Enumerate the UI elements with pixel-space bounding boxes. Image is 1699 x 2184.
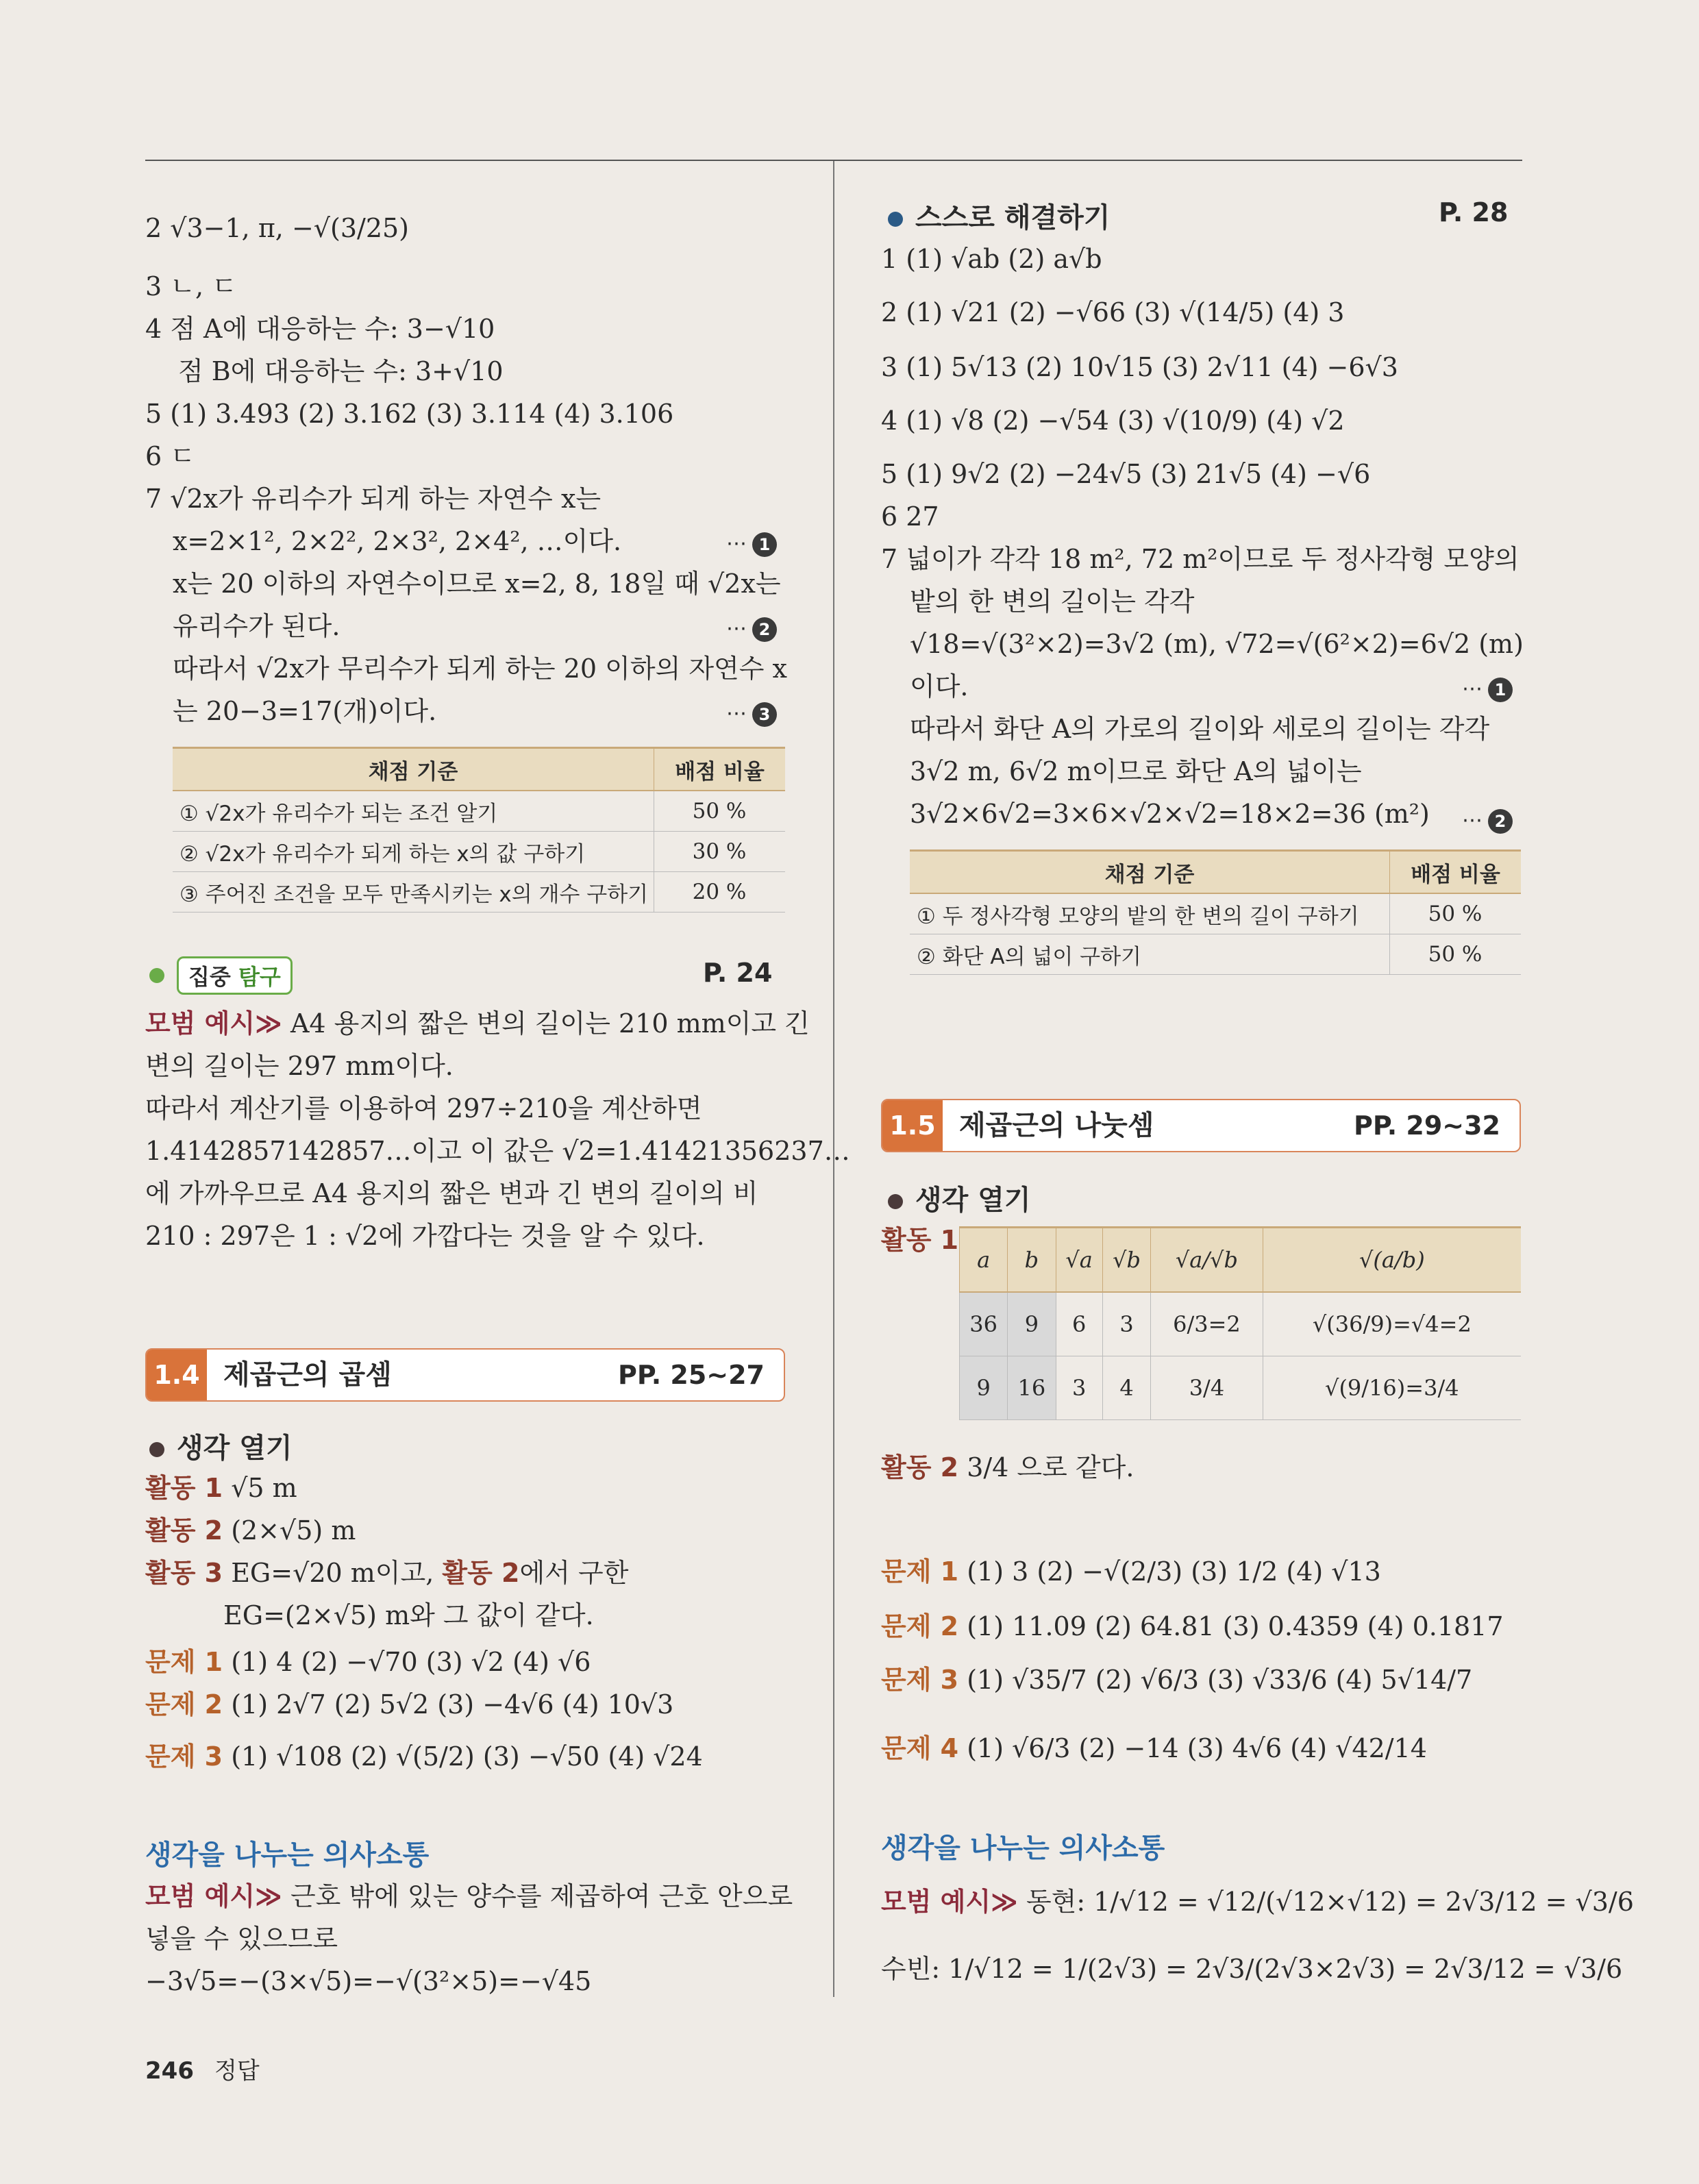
self-1: 1 (1) √ab (2) a√b xyxy=(881,244,1102,274)
activity-2-right: 활동 2 3/4 으로 같다. xyxy=(881,1452,1134,1482)
self-2: 2 (1) √21 (2) −√66 (3) √(14/5) (4) 3 xyxy=(881,297,1345,327)
answer-5: 5 (1) 3.493 (2) 3.162 (3) 3.114 (4) 3.106 xyxy=(145,399,674,429)
col-sqrt-b: √b xyxy=(1102,1228,1151,1293)
cell: 4 xyxy=(1102,1356,1151,1420)
self-7-line7: 3√2×6√2=3×6×√2×√2=18×2=36 (m²) xyxy=(910,799,1430,829)
section-1-5-header xyxy=(881,1099,1521,1152)
criteria-1: ① 두 정사각형 모양의 밭의 한 변의 길이 구하기 xyxy=(910,893,1390,934)
section-pages: PP. 29~32 xyxy=(1354,1110,1500,1141)
answer-6: 6 ㄷ xyxy=(145,441,195,471)
model-example-left-3: −3√5=−(3×√5)=−√(3²×5)=−√45 xyxy=(145,1966,592,1996)
ratio-2: 30 % xyxy=(654,832,786,872)
self-solve-page: P. 28 xyxy=(1439,197,1509,227)
problem-3: 문제 3 (1) √108 (2) √(5/2) (3) −√50 (4) √24 xyxy=(145,1741,703,1772)
answer-3: 3 ㄴ, ㄷ xyxy=(145,271,237,301)
activity-1-right: 활동 1 xyxy=(881,1225,959,1255)
cell: 3/4 xyxy=(1151,1356,1263,1420)
cell: 9 xyxy=(1008,1292,1056,1356)
answer-7-line2: x=2×1², 2×2², 2×3², 2×4², …이다. xyxy=(173,526,622,556)
self-6: 6 27 xyxy=(881,501,939,532)
step-marker-3: ⋯ 3 xyxy=(726,692,777,733)
cell: 9 xyxy=(960,1356,1008,1420)
section-title: 제곱근의 곱셈 xyxy=(223,1359,392,1391)
scoring-table-left xyxy=(173,747,785,913)
self-5: 5 (1) 9√2 (2) −24√5 (3) 21√5 (4) −√6 xyxy=(881,459,1371,489)
problem-2: 문제 2 (1) 2√7 (2) 5√2 (3) −4√6 (4) 10√3 xyxy=(145,1689,674,1720)
answer-7: 7 √2x가 유리수가 되게 하는 자연수 x는 xyxy=(145,484,602,514)
activity-3: 활동 3 EG=√20 m이고, 활동 2에서 구한 xyxy=(145,1558,629,1588)
answer-7-line6: 는 20−3=17(개)이다. xyxy=(173,696,437,726)
open-heading-right: 생각 열기 xyxy=(888,1178,1031,1217)
col-criteria: 채점 기준 xyxy=(173,748,654,791)
focus-p5: 에 가까우므로 A4 용지의 짧은 변과 긴 변의 길이의 비 xyxy=(145,1178,758,1208)
focus-p4: 1.4142857142857…이고 이 값은 √2=1.41421356237… xyxy=(145,1136,850,1166)
cell: 3 xyxy=(1056,1356,1102,1420)
ratio-3: 20 % xyxy=(654,872,786,913)
self-7-line6: 3√2 m, 6√2 m이므로 화단 A의 넓이는 xyxy=(910,756,1362,786)
focus-p1: 모범 예시≫ A4 용지의 짧은 변의 길이는 210 mm이고 긴 xyxy=(145,1008,810,1039)
section-title: 제곱근의 나눗셈 xyxy=(959,1110,1154,1141)
bullet-icon xyxy=(888,1194,903,1209)
model-example-left: 모범 예시≫ 근호 밖에 있는 양수를 제곱하여 근호 안으로 xyxy=(145,1881,793,1911)
scoring-table-right xyxy=(910,849,1521,975)
section-1-4-header xyxy=(145,1348,785,1402)
self-7-line2: 밭의 한 변의 길이는 각각 xyxy=(910,586,1195,617)
cell: 36 xyxy=(960,1292,1008,1356)
cell: 6 xyxy=(1056,1292,1102,1356)
column-divider xyxy=(833,161,834,1997)
cell: √(9/16)=3/4 xyxy=(1263,1356,1521,1420)
model-example-left-2: 넣을 수 있으므로 xyxy=(145,1924,338,1954)
criteria-1: ① √2x가 유리수가 되는 조건 알기 xyxy=(173,791,654,832)
criteria-2: ② 화단 A의 넓이 구하기 xyxy=(910,934,1390,975)
focus-heading xyxy=(149,956,293,995)
answer-7-line5: 따라서 √2x가 무리수가 되게 하는 20 이하의 자연수 x xyxy=(173,654,787,684)
step-marker-r2: ⋯ 2 xyxy=(1462,799,1513,840)
self-solve-heading: 스스로 해결하기 xyxy=(888,196,1110,235)
focus-page: P. 24 xyxy=(703,958,773,988)
criteria-3: ③ 주어진 조건을 모두 만족시키는 x의 개수 구하기 xyxy=(173,872,654,913)
col-a: a xyxy=(960,1228,1008,1293)
activity-3-line2: EG=(2×√5) m와 그 값이 같다. xyxy=(223,1600,594,1630)
open-heading-left: 생각 열기 xyxy=(149,1426,293,1465)
page-number: 246 xyxy=(145,2057,194,2085)
criteria-2: ② √2x가 유리수가 되게 하는 x의 값 구하기 xyxy=(173,832,654,872)
col-ratio: 배점 비율 xyxy=(654,748,786,791)
focus-p3: 따라서 계산기를 이용하여 297÷210을 계산하면 xyxy=(145,1093,702,1124)
activity-2: 활동 2 (2×√5) m xyxy=(145,1515,356,1546)
section-pages: PP. 25~27 xyxy=(618,1360,765,1390)
self-7-line4: 이다. xyxy=(910,671,969,702)
section-number: 1.5 xyxy=(882,1100,943,1151)
ratio-2: 50 % xyxy=(1390,934,1522,975)
ratio-1: 50 % xyxy=(1390,893,1522,934)
bullet-icon xyxy=(888,212,903,227)
problem-4-right: 문제 4 (1) √6/3 (2) −14 (3) 4√6 (4) √42/14 xyxy=(881,1733,1427,1763)
step-marker-1: ⋯ 1 xyxy=(726,522,777,563)
focus-badge: 집중 탐구 xyxy=(177,956,293,995)
cell: 16 xyxy=(1008,1356,1056,1420)
col-ratio-sqrt: √a/√b xyxy=(1151,1228,1263,1293)
ratio-1: 50 % xyxy=(654,791,786,832)
self-7: 7 넓이가 각각 18 m², 72 m²이므로 두 정사각형 모양의 xyxy=(881,544,1520,574)
model-example-right-2: 수빈: 1/√12 = 1/(2√3) = 2√3/(2√3×2√3) = 2√3/12 = √3/6 xyxy=(881,1954,1623,1984)
problem-1: 문제 1 (1) 4 (2) −√70 (3) √2 (4) √6 xyxy=(145,1647,591,1677)
col-b: b xyxy=(1008,1228,1056,1293)
answer-7-line4: 유리수가 된다. xyxy=(173,611,340,641)
cell: √(36/9)=√4=2 xyxy=(1263,1292,1521,1356)
problem-3-right: 문제 3 (1) √35/7 (2) √6/3 (3) √33/6 (4) 5√14/7 xyxy=(881,1665,1473,1695)
step-marker-r1: ⋯ 1 xyxy=(1462,667,1513,708)
answer-4: 4 점 A에 대응하는 수: 3−√10 xyxy=(145,314,495,344)
cell: 6/3=2 xyxy=(1151,1292,1263,1356)
col-sqrt-ratio: √(a/b) xyxy=(1263,1228,1521,1293)
step-marker-2: ⋯ 2 xyxy=(726,607,777,648)
activity-table xyxy=(959,1226,1521,1420)
page-footer xyxy=(145,2052,260,2085)
col-criteria: 채점 기준 xyxy=(910,851,1390,894)
activity-1: 활동 1 √5 m xyxy=(145,1473,297,1503)
problem-2-right: 문제 2 (1) 11.09 (2) 64.81 (3) 0.4359 (4) 0.1817 xyxy=(881,1611,1504,1641)
model-example-right: 모범 예시≫ 동현: 1/√12 = √12/(√12×√12) = 2√3/12 = √3/6 xyxy=(881,1887,1634,1917)
answer-4b: 점 B에 대응하는 수: 3+√10 xyxy=(178,356,504,386)
communication-heading-left: 생각을 나누는 의사소통 xyxy=(145,1839,430,1871)
answer-7-line3: x는 20 이하의 자연수이므로 x=2, 8, 18일 때 √2x는 xyxy=(173,569,781,599)
cell: 3 xyxy=(1102,1292,1151,1356)
self-3: 3 (1) 5√13 (2) 10√15 (3) 2√11 (4) −6√3 xyxy=(881,352,1398,382)
self-7-line3: √18=√(3²×2)=3√2 (m), √72=√(6²×2)=6√2 (m) xyxy=(910,629,1524,659)
bullet-icon xyxy=(149,1442,164,1457)
self-4: 4 (1) √8 (2) −√54 (3) √(10/9) (4) √2 xyxy=(881,406,1345,436)
bullet-icon xyxy=(149,968,164,983)
col-sqrt-a: √a xyxy=(1056,1228,1102,1293)
section-number: 1.4 xyxy=(147,1350,207,1400)
communication-heading-right: 생각을 나누는 의사소통 xyxy=(881,1833,1165,1864)
answer-2: 2 √3−1, π, −√(3/25) xyxy=(145,213,409,243)
self-7-line5: 따라서 화단 A의 가로의 길이와 세로의 길이는 각각 xyxy=(910,714,1490,744)
footer-label: 정답 xyxy=(214,2057,260,2085)
focus-p2: 변의 길이는 297 mm이다. xyxy=(145,1051,454,1081)
col-ratio: 배점 비율 xyxy=(1390,851,1522,894)
problem-1-right: 문제 1 (1) 3 (2) −√(2/3) (3) 1/2 (4) √13 xyxy=(881,1556,1381,1587)
focus-p6: 210 : 297은 1 : √2에 가깝다는 것을 알 수 있다. xyxy=(145,1221,705,1251)
